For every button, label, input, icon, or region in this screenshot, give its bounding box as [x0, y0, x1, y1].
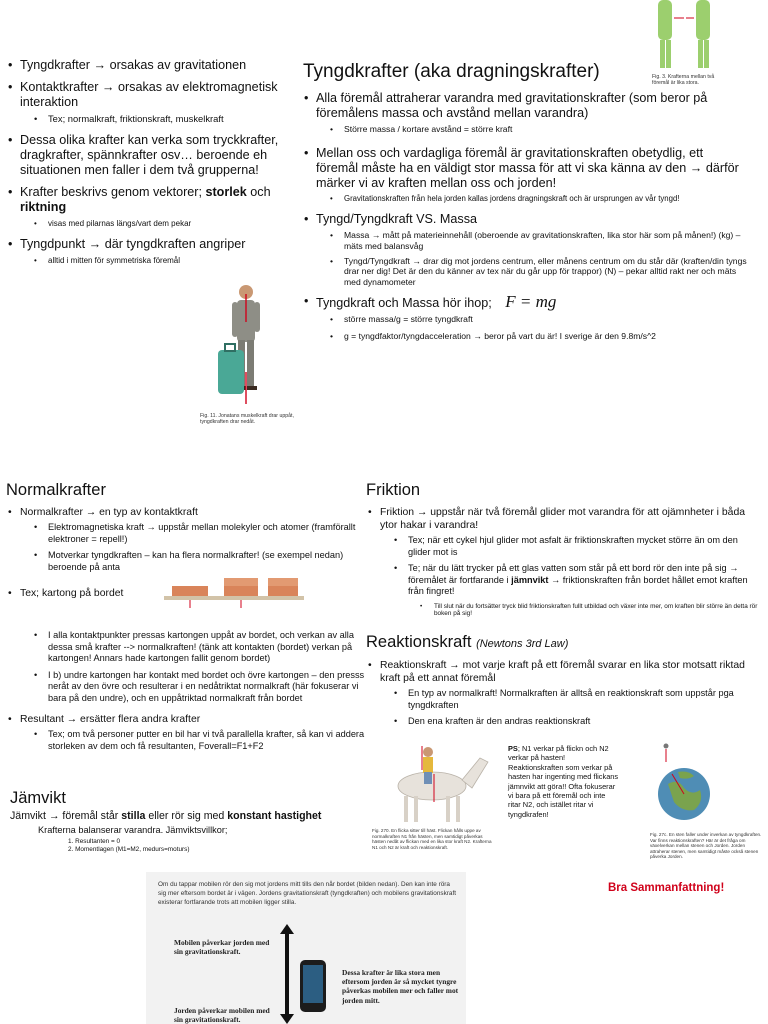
figure-earth-stone	[644, 740, 744, 830]
kartong-text: • Tex; kartong på bordet	[4, 588, 164, 600]
vektorer-prefix: Krafter beskrivs genom vektorer;	[20, 184, 206, 199]
figure-horse-rider	[372, 740, 496, 826]
sub-bullet-kontaktpunkter: • I alla kontaktpunkter pressas kartongen uppåt av bordet, och verkan av alla dessa små krafter --> normalkraften! (tänk att kontakten (bordet) verkan på kartongen! Annars hade kartongen fallit genom bordet)	[34, 630, 368, 665]
bullet-kartong	[4, 588, 164, 607]
bra-sammanfattning: Bra Sammanfattning!	[608, 882, 725, 894]
reaktionskraft-title-italic: (Newtons 3rd Law)	[476, 638, 569, 650]
mobil-paverkar-jorden: Mobilen påverkar jorden med sin gravitationskraft.	[174, 938, 270, 957]
jamvikt-sub: Krafterna balanserar varandra. Jämviktsvillkor;	[38, 825, 228, 835]
sub-bullet-glas	[394, 563, 758, 598]
reaktionskraft-title-text: Reaktionskraft	[366, 633, 472, 651]
tyngdkraft-massa-text: Tyngdkraft och Massa hör ihop;	[316, 296, 492, 311]
sub-bullet-tyngdpunkt: • alltid i mitten för symmetriska föremål	[34, 255, 292, 267]
top-left-section	[4, 58, 292, 272]
friktion-section	[364, 507, 758, 622]
bullet-vektorer	[4, 185, 292, 215]
tyngdkrafter-title: Tyngdkrafter (aka dragningskrafter)	[303, 61, 600, 82]
bullet-tyngdpunkt: • Tyngdpunkt → där tyngdkraften angriper	[4, 237, 292, 252]
bullet-normalkrafter: • Normalkrafter → en typ av kontaktkraft	[4, 507, 364, 519]
sub-bullet-normalkraft-typ: • En typ av normalkraft! Normalkraften är alltså en reaktionskraft som uppstår pga tyngdkraften	[394, 688, 758, 711]
ps-text: ; N1 verkar på flickn och N2 verkar på hasten! Reaktionskraften som verkar på hasten har ingenting med flickans jämnvikt att göra!! Ofta fokuserar vi bara på ett föremål och inte ritar N2, och istället ritar vi tyngdkrafen!	[508, 744, 619, 819]
bullet-kontaktkrafter	[4, 80, 292, 110]
fig3-illustration	[652, 0, 722, 70]
jamvikt-condition-2: 2. Momentlagen (M1=M2, medurs=moturs)	[68, 846, 190, 853]
normalkrafter-title: Normalkrafter	[6, 481, 106, 499]
friktion-title: Friktion	[366, 481, 421, 499]
top-right-section	[300, 91, 748, 347]
sub-bullet-storre-massa-g: • större massa/g = större tyngdkraft	[330, 314, 748, 326]
bullet-tyngdkrafter: • Tyngdkrafter → orsakas av gravitationen	[4, 58, 292, 73]
bullet-dessa-krafter: • Dessa olika krafter kan verka som tryckkrafter, dragkrafter, spännkrafter osv… beroende eh situationen men faller i dem två grupperna!	[4, 133, 292, 178]
jamvikt-prefix: Jämvikt → föremål står	[10, 810, 122, 822]
ps-note	[508, 744, 620, 819]
bullet-tyngdkraft-massa	[300, 294, 748, 311]
sub-bullet-massa: • Massa → mått på materieinnehåll (oberoende av gravitationskraften, lika stor här som på månen!) (kg) – mäts med balansvåg	[330, 230, 748, 251]
sub-bullet-undre-kartongen: • I b) undre kartongen har kontakt med bordet och övre kartongen – den presss neråt av den övre och resulterar i en nedåtriktat normalkraft (här fokuserar vi bara på den undre), och en uppåtriktad normalkraft från bordet	[34, 670, 368, 705]
fig27-caption: Fig. 27c. En sten faller under inverkan av tyngdkraften. Var finns reaktionskraften? Här är det fråga om växelverkan mellan stenen och Jorden. Jorden attraherar stenen, men samtidigt måste också stenen påverka Jorden.	[650, 832, 762, 860]
sub-bullet-elektromagnetiska: • Elektromagnetiska kraft → uppstår mellan molekyler och atomer (framförallt elektroner = repell!)	[34, 522, 364, 545]
sub-bullet-motverkar: • Motverkar tyngdkraften – kan ha flera normalkrafter! (se exempel nedan) beroende på anta	[34, 550, 364, 573]
jamvikt-title: Jämvikt	[10, 789, 66, 807]
ps-label: PS	[508, 744, 518, 753]
fig270-caption: Fig. 270. En flicka sitter till häst. Flickan hålls uppe av normalkraften N1 från hästen, men samtidigt påverkas hästen nedåt av flickan med en lika stor kraft N2. Krafterna N1 och N2 är kraft och reaktionskraft.	[372, 828, 492, 850]
sub-bullet-cykel: • Tex; när ett cykel hjul glider mot asfalt är friktionskraften mycket större än om den glider mot is	[394, 535, 758, 558]
jamvikt-konstant: konstant hastighet	[227, 810, 322, 822]
man-suitcase-illustration	[212, 282, 282, 412]
bullet-reaktionskraft: • Reaktionskraft → mot varje kraft på ett föremål svarar en lika stor motsatt riktad kraft på ett annat föremål	[364, 660, 758, 685]
fig3-caption: Fig. 3. Krafterna mellan två föremål är lika stora.	[652, 74, 715, 87]
vektorer-mid: och	[246, 184, 271, 199]
figure-boxes-table	[164, 574, 304, 614]
sub-bullet-tva-personer: • Tex; om två personer putter en bil har vi två parallella krafter, så kan vi addera storleken av dem och få resultanten, Foverall=F1+F2	[34, 729, 368, 752]
normalkrafter-section	[4, 507, 364, 578]
bottom-panel	[146, 872, 466, 1024]
phone-screen	[303, 965, 323, 1003]
bullet-kontaktkrafter-text: Kontaktkrafter → orsakas av elektromagnetisk interaktion	[20, 80, 278, 109]
sub-bullet-vektorer: • visas med pilarnas längs/vart dem pekar	[34, 218, 292, 230]
reaktionskraft-section	[364, 660, 758, 733]
sub-bullet-gravitationskraften: • Gravitationskraften från hela jorden kallas jordens dragningskraft och är ursprungen av vår tyngd!	[330, 194, 748, 204]
figure-man-suitcase	[212, 282, 282, 412]
sub-bullet-kontakt-examples: • Tex; normalkraft, friktionskraft, muskelkraft	[34, 113, 292, 125]
glas-prefix: Te; när du lätt trycker på ett glas vatten som står på ett bord rör den inte på sig → föremålet är fortfarande i	[408, 563, 739, 585]
jamvikt-mid: eller rör sig med	[145, 810, 228, 822]
phone-icon	[300, 960, 326, 1012]
kartong-details	[4, 627, 368, 757]
vektorer-riktning: riktning	[20, 199, 67, 214]
top-left-list	[4, 58, 292, 267]
sub-bullet-ena-kraften: • Den ena kraften är den andras reaktionskraft	[394, 716, 758, 728]
reaktionskraft-title	[366, 632, 568, 654]
jamvikt-stilla: stilla	[121, 810, 146, 822]
formula-f-mg: F = mg	[505, 292, 557, 312]
sub-bullet-storre-massa: • Större massa / kortare avstånd = större kraft	[330, 124, 748, 136]
bullet-mellan-oss: • Mellan oss och vardagliga föremål är gravitationskraften obetydlig, ett föremål måste ha en väldigt stor massa för att vi ska känna av den → därför märker vi av kraften mellan oss och jorden!	[300, 146, 748, 191]
jamvikt-line	[10, 810, 321, 822]
bullet-resultant: • Resultant → ersätter flera andra krafter	[4, 714, 368, 726]
bullet-friktion: • Friktion → uppstår när två föremål glider mot varandra för att ojämnheter i båda ytor hakar i varandra!	[364, 507, 758, 532]
bottom-intro: Om du tappar mobilen rör den sig mot jordens mitt tills den når bordet (bilden nedan). Den kan inte röra sig mer eftersom bordet är i vägen. Jordens gravitationskraft (tyngdkraften) och mobilens gravitationskraft existerar fortfarande trots att mobilen ligger stilla.	[158, 881, 457, 907]
glas-jamnvikt: jämnvikt	[511, 574, 549, 585]
bullet-alla-foremal: • Alla föremål attraherar varandra med gravitationskrafter (som beror på föremålens massa och avstånd mellan varandra)	[300, 91, 748, 121]
glas-suffix: → friktionskraften från bordet hållet emot kraften från fingret!	[408, 574, 748, 596]
krafter-lika-stora: Dessa krafter är lika stora men eftersom jorden är så mycket tyngre påverkas mobilen mer och faller mot jorden mitt.	[342, 968, 459, 1005]
vektorer-storlek: storlek	[205, 184, 247, 199]
sub-sub-bullet-till-slut: • Till slut när du fortsätter tryck blid friktionskraften fullt utbildad och växer inte mer, om kraften blir större än detta rör boken på sig!	[420, 603, 758, 618]
vertical-double-arrow	[280, 924, 294, 1024]
bullet-tyngd-vs-massa: • Tyngd/Tyngdkraft VS. Massa	[300, 212, 748, 227]
sub-bullet-tyngdfaktor: • g = tyngdfaktor/tyngdacceleration → beror på vart du är! I sverige är den 9.8m/s^2	[330, 331, 748, 343]
fig11-caption: Fig. 11. Jonatans muskelkraft drar uppåt, tyngdkraften drar nedåt.	[200, 413, 294, 426]
jamvikt-condition-1: 1. Resultanten = 0	[68, 838, 121, 845]
jorden-paverkar-mobilen: Jorden påverkar mobilen med sin gravitationskraft.	[174, 1006, 270, 1024]
sub-bullet-tyngd: • Tyngd/Tyngdkraft → drar dig mot jordens centrum, eller månens centrum om du står där (kraften/din tyngs drar ner dig! Det är den du känner av tex när du går upp för trappor) (N) – pekar alltid rakt ner och mäts med dynamometer	[330, 256, 748, 287]
